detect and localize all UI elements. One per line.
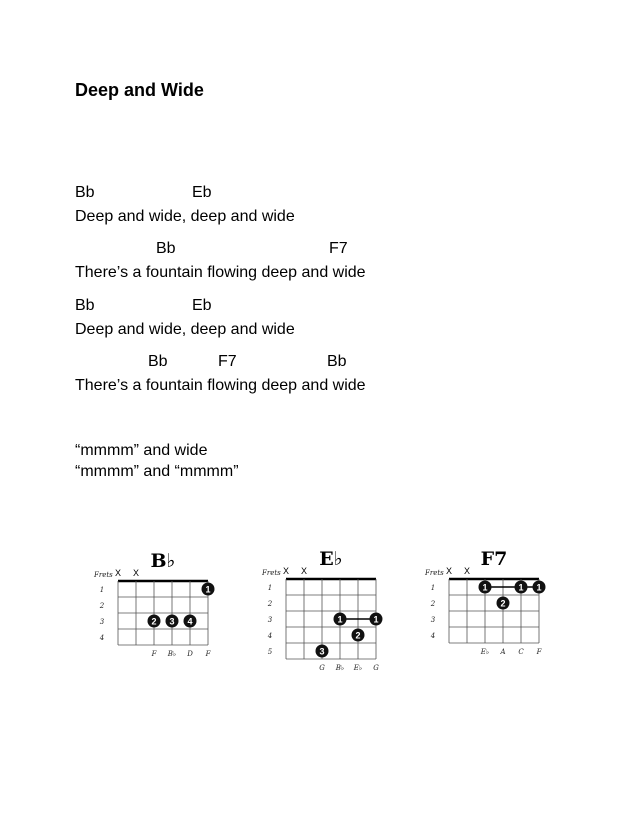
frets-label: Frets xyxy=(262,569,281,577)
fret-number: 3 xyxy=(267,616,273,624)
fret-number: 2 xyxy=(267,600,273,608)
chord-label: F7 xyxy=(218,353,237,370)
lyric-line: Deep and wide, deep and wide xyxy=(75,208,295,225)
note-name: E♭ xyxy=(353,664,363,672)
chord-diagram-f7 xyxy=(421,543,561,658)
muted-string-marker: X xyxy=(463,566,471,576)
fret-number: 5 xyxy=(267,648,273,656)
fret-number: 4 xyxy=(99,634,105,642)
fret-number: 1 xyxy=(99,586,105,594)
finger-number: 1 xyxy=(337,614,343,625)
fret-number: 4 xyxy=(267,632,273,640)
muted-string-marker: X xyxy=(114,568,122,578)
note-name: G xyxy=(319,664,325,672)
outro-line: “mmmm” and “mmmm” xyxy=(75,463,239,480)
chord-name: F7 xyxy=(480,548,508,570)
finger-number: 2 xyxy=(151,616,157,627)
fret-number: 2 xyxy=(99,602,105,610)
note-name: D xyxy=(187,650,193,658)
note-name: B♭ xyxy=(167,650,177,658)
song-title: Deep and Wide xyxy=(75,80,204,100)
finger-number: 1 xyxy=(373,614,379,625)
chord-diagram-e-flat xyxy=(258,543,398,673)
fret-number: 3 xyxy=(99,618,105,626)
fret-number: 2 xyxy=(430,600,436,608)
finger-number: 3 xyxy=(169,616,175,627)
fret-number: 4 xyxy=(430,632,436,640)
muted-string-marker: X xyxy=(132,568,140,578)
lyric-line: Deep and wide, deep and wide xyxy=(75,321,295,338)
finger-number: 2 xyxy=(355,630,361,641)
lyric-line: There’s a fountain flowing deep and wide xyxy=(75,264,366,281)
chord-label: Bb xyxy=(156,240,176,257)
note-name: E♭ xyxy=(480,648,490,656)
chord-label: Bb xyxy=(75,184,95,201)
finger-number: 3 xyxy=(319,646,325,657)
note-name: C xyxy=(518,648,524,656)
fret-number: 1 xyxy=(430,584,436,592)
chord-diagram-b-flat xyxy=(90,545,230,660)
finger-number: 1 xyxy=(518,582,524,593)
finger-number: 1 xyxy=(536,582,542,593)
fret-number: 3 xyxy=(430,616,436,624)
chord-label: Eb xyxy=(192,184,212,201)
note-name: G xyxy=(373,664,379,672)
chord-name: E♭ xyxy=(319,548,343,570)
finger-number: 4 xyxy=(187,616,193,627)
chord-label: Bb xyxy=(75,297,95,314)
finger-number: 2 xyxy=(500,598,506,609)
frets-label: Frets xyxy=(425,569,444,577)
note-name: B♭ xyxy=(335,664,345,672)
muted-string-marker: X xyxy=(445,566,453,576)
muted-string-marker: X xyxy=(300,566,308,576)
chord-label: F7 xyxy=(329,240,348,257)
chord-label: Bb xyxy=(327,353,347,370)
note-name: A xyxy=(500,648,506,656)
fret-number: 1 xyxy=(267,584,273,592)
outro-line: “mmmm” and wide xyxy=(75,442,208,459)
finger-number: 1 xyxy=(205,584,211,595)
lyric-line: There’s a fountain flowing deep and wide xyxy=(75,377,366,394)
muted-string-marker: X xyxy=(282,566,290,576)
chord-label: Eb xyxy=(192,297,212,314)
note-name: F xyxy=(205,650,211,658)
chord-name: B♭ xyxy=(150,550,176,572)
frets-label: Frets xyxy=(94,571,113,579)
chord-label: Bb xyxy=(148,353,168,370)
finger-number: 1 xyxy=(482,582,488,593)
note-name: F xyxy=(151,650,157,658)
note-name: F xyxy=(536,648,542,656)
